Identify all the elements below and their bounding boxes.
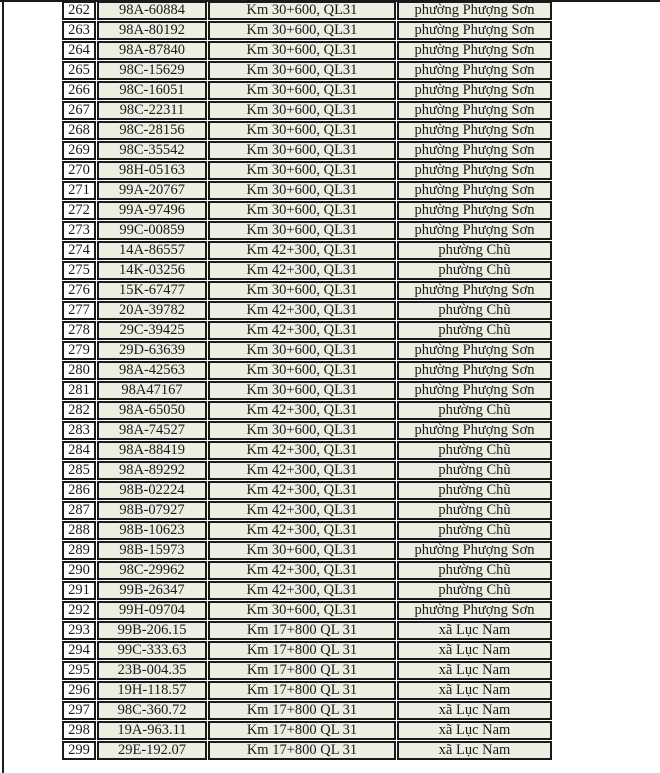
- location-cell: Km 30+600, QL31: [208, 141, 396, 160]
- ward-cell: phường Phượng Sơn: [397, 281, 552, 300]
- location-cell: Km 17+800 QL 31: [208, 721, 396, 740]
- ward-cell: phường Chũ: [397, 241, 552, 260]
- location-cell: Km 42+300, QL31: [208, 321, 396, 340]
- ward-cell: xã Lục Nam: [397, 681, 552, 700]
- table-row: [62, 621, 552, 640]
- ward-cell: phường Phượng Sơn: [397, 421, 552, 440]
- row-index-cell: 272: [62, 201, 96, 220]
- plate-number-cell: 98A-74527: [97, 421, 207, 440]
- plate-number-cell: 20A-39782: [97, 301, 207, 320]
- location-cell: Km 30+600, QL31: [208, 21, 396, 40]
- location-cell: Km 17+800 QL 31: [208, 681, 396, 700]
- row-index-cell: 282: [62, 401, 96, 420]
- ward-cell: phường Chũ: [397, 401, 552, 420]
- table-row: [62, 641, 552, 660]
- row-index-cell: 268: [62, 121, 96, 140]
- ward-cell: phường Phượng Sơn: [397, 101, 552, 120]
- plate-number-cell: 99C-333.63: [97, 641, 207, 660]
- row-index-cell: 262: [62, 1, 96, 20]
- ward-cell: phường Phượng Sơn: [397, 121, 552, 140]
- ward-cell: phường Phượng Sơn: [397, 201, 552, 220]
- plate-number-cell: 15K-67477: [97, 281, 207, 300]
- location-cell: Km 17+800 QL 31: [208, 641, 396, 660]
- row-index-cell: 288: [62, 521, 96, 540]
- location-cell: Km 17+800 QL 31: [208, 661, 396, 680]
- row-index-cell: 283: [62, 421, 96, 440]
- row-index-cell: 292: [62, 601, 96, 620]
- plate-number-cell: 14A-86557: [97, 241, 207, 260]
- row-index-cell: 290: [62, 561, 96, 580]
- location-cell: Km 42+300, QL31: [208, 581, 396, 600]
- table-row: [62, 681, 552, 700]
- table-row: [62, 321, 552, 340]
- plate-number-cell: 98C-28156: [97, 121, 207, 140]
- row-index-cell: 271: [62, 181, 96, 200]
- ward-cell: phường Phượng Sơn: [397, 181, 552, 200]
- row-index-cell: 274: [62, 241, 96, 260]
- ward-cell: phường Chũ: [397, 261, 552, 280]
- ward-cell: phường Phượng Sơn: [397, 541, 552, 560]
- location-cell: Km 42+300, QL31: [208, 441, 396, 460]
- table-row: [62, 141, 552, 160]
- plate-number-cell: 98A-89292: [97, 461, 207, 480]
- table-row: [62, 61, 552, 80]
- table-row: [62, 81, 552, 100]
- table-row: [62, 521, 552, 540]
- vehicle-plate-table: [61, 0, 553, 761]
- ward-cell: phường Phượng Sơn: [397, 341, 552, 360]
- location-cell: Km 42+300, QL31: [208, 481, 396, 500]
- table-row: [62, 501, 552, 520]
- row-index-cell: 265: [62, 61, 96, 80]
- ward-cell: xã Lục Nam: [397, 641, 552, 660]
- location-cell: Km 42+300, QL31: [208, 501, 396, 520]
- plate-number-cell: 98B-02224: [97, 481, 207, 500]
- table-row: [62, 181, 552, 200]
- location-cell: Km 30+600, QL31: [208, 601, 396, 620]
- row-index-cell: 280: [62, 361, 96, 380]
- location-cell: Km 30+600, QL31: [208, 541, 396, 560]
- row-index-cell: 275: [62, 261, 96, 280]
- row-index-cell: 270: [62, 161, 96, 180]
- location-cell: Km 30+600, QL31: [208, 101, 396, 120]
- plate-number-cell: 99A-20767: [97, 181, 207, 200]
- table-row: [62, 21, 552, 40]
- row-index-cell: 294: [62, 641, 96, 660]
- location-cell: Km 30+600, QL31: [208, 381, 396, 400]
- location-cell: Km 30+600, QL31: [208, 221, 396, 240]
- table-row: [62, 541, 552, 560]
- location-cell: Km 30+600, QL31: [208, 1, 396, 20]
- ward-cell: phường Chũ: [397, 561, 552, 580]
- table-row: [62, 721, 552, 740]
- table-row: [62, 661, 552, 680]
- ward-cell: xã Lục Nam: [397, 621, 552, 640]
- ward-cell: phường Phượng Sơn: [397, 161, 552, 180]
- ward-cell: phường Phượng Sơn: [397, 381, 552, 400]
- table-row: [62, 601, 552, 620]
- ward-cell: phường Chũ: [397, 321, 552, 340]
- table-row: [62, 381, 552, 400]
- row-index-cell: 284: [62, 441, 96, 460]
- plate-number-cell: 23B-004.35: [97, 661, 207, 680]
- table-row: [62, 1, 552, 20]
- plate-number-cell: 98C-22311: [97, 101, 207, 120]
- ward-cell: phường Phượng Sơn: [397, 21, 552, 40]
- table-row: [62, 561, 552, 580]
- location-cell: Km 42+300, QL31: [208, 461, 396, 480]
- plate-number-cell: 98C-360.72: [97, 701, 207, 720]
- row-index-cell: 277: [62, 301, 96, 320]
- row-index-cell: 285: [62, 461, 96, 480]
- plate-number-cell: 98A-87840: [97, 41, 207, 60]
- row-index-cell: 295: [62, 661, 96, 680]
- plate-number-cell: 98C-16051: [97, 81, 207, 100]
- row-index-cell: 266: [62, 81, 96, 100]
- table-row: [62, 201, 552, 220]
- plate-number-cell: 98A-60884: [97, 1, 207, 20]
- table-row: [62, 341, 552, 360]
- table-row: [62, 301, 552, 320]
- location-cell: Km 30+600, QL31: [208, 201, 396, 220]
- plate-number-cell: 98B-07927: [97, 501, 207, 520]
- row-index-cell: 278: [62, 321, 96, 340]
- plate-number-cell: 98B-15973: [97, 541, 207, 560]
- plate-number-cell: 98H-05163: [97, 161, 207, 180]
- ward-cell: phường Phượng Sơn: [397, 61, 552, 80]
- ward-cell: phường Chũ: [397, 501, 552, 520]
- ward-cell: phường Chũ: [397, 301, 552, 320]
- table-row: [62, 361, 552, 380]
- location-cell: Km 30+600, QL31: [208, 61, 396, 80]
- plate-number-cell: 99H-09704: [97, 601, 207, 620]
- row-index-cell: 267: [62, 101, 96, 120]
- row-index-cell: 281: [62, 381, 96, 400]
- ward-cell: phường Phượng Sơn: [397, 221, 552, 240]
- location-cell: Km 30+600, QL31: [208, 161, 396, 180]
- location-cell: Km 30+600, QL31: [208, 361, 396, 380]
- location-cell: Km 30+600, QL31: [208, 281, 396, 300]
- row-index-cell: 299: [62, 741, 96, 760]
- ward-cell: phường Chũ: [397, 441, 552, 460]
- plate-number-cell: 98C-15629: [97, 61, 207, 80]
- plate-number-cell: 99A-97496: [97, 201, 207, 220]
- ward-cell: phường Phượng Sơn: [397, 141, 552, 160]
- location-cell: Km 17+800 QL 31: [208, 741, 396, 760]
- table-row: [62, 41, 552, 60]
- ward-cell: xã Lục Nam: [397, 741, 552, 760]
- table-row: [62, 241, 552, 260]
- table-body: [62, 1, 552, 760]
- location-cell: Km 42+300, QL31: [208, 301, 396, 320]
- row-index-cell: 279: [62, 341, 96, 360]
- location-cell: Km 42+300, QL31: [208, 261, 396, 280]
- location-cell: Km 17+800 QL 31: [208, 621, 396, 640]
- row-index-cell: 296: [62, 681, 96, 700]
- location-cell: Km 42+300, QL31: [208, 241, 396, 260]
- location-cell: Km 30+600, QL31: [208, 421, 396, 440]
- row-index-cell: 297: [62, 701, 96, 720]
- table-row: [62, 281, 552, 300]
- plate-number-cell: 19A-963.11: [97, 721, 207, 740]
- plate-number-cell: 98A-80192: [97, 21, 207, 40]
- location-cell: Km 17+800 QL 31: [208, 701, 396, 720]
- plate-number-cell: 29D-63639: [97, 341, 207, 360]
- ward-cell: xã Lục Nam: [397, 721, 552, 740]
- location-cell: Km 42+300, QL31: [208, 401, 396, 420]
- row-index-cell: 263: [62, 21, 96, 40]
- row-index-cell: 264: [62, 41, 96, 60]
- table-row: [62, 401, 552, 420]
- page-left-edge-line: [2, 0, 4, 773]
- plate-number-cell: 99B-26347: [97, 581, 207, 600]
- ward-cell: phường Phượng Sơn: [397, 1, 552, 20]
- row-index-cell: 276: [62, 281, 96, 300]
- ward-cell: xã Lục Nam: [397, 701, 552, 720]
- location-cell: Km 30+600, QL31: [208, 341, 396, 360]
- plate-number-cell: 99B-206.15: [97, 621, 207, 640]
- row-index-cell: 273: [62, 221, 96, 240]
- plate-number-cell: 29E-192.07: [97, 741, 207, 760]
- table-row: [62, 421, 552, 440]
- table-row: [62, 161, 552, 180]
- plate-number-cell: 98A-88419: [97, 441, 207, 460]
- plate-number-cell: 98B-10623: [97, 521, 207, 540]
- ward-cell: phường Phượng Sơn: [397, 601, 552, 620]
- table-row: [62, 221, 552, 240]
- plate-number-cell: 99C-00859: [97, 221, 207, 240]
- ward-cell: xã Lục Nam: [397, 661, 552, 680]
- table-row: [62, 461, 552, 480]
- table-row: [62, 581, 552, 600]
- row-index-cell: 289: [62, 541, 96, 560]
- table-row: [62, 261, 552, 280]
- table-row: [62, 701, 552, 720]
- plate-number-cell: 98C-35542: [97, 141, 207, 160]
- location-cell: Km 42+300, QL31: [208, 561, 396, 580]
- plate-number-cell: 98C-29962: [97, 561, 207, 580]
- row-index-cell: 286: [62, 481, 96, 500]
- table-row: [62, 741, 552, 760]
- row-index-cell: 293: [62, 621, 96, 640]
- table-row: [62, 441, 552, 460]
- ward-cell: phường Phượng Sơn: [397, 41, 552, 60]
- ward-cell: phường Phượng Sơn: [397, 361, 552, 380]
- row-index-cell: 291: [62, 581, 96, 600]
- table-row: [62, 101, 552, 120]
- ward-cell: phường Chũ: [397, 481, 552, 500]
- plate-number-cell: 98A47167: [97, 381, 207, 400]
- ward-cell: phường Chũ: [397, 461, 552, 480]
- plate-number-cell: 14K-03256: [97, 261, 207, 280]
- location-cell: Km 30+600, QL31: [208, 81, 396, 100]
- location-cell: Km 30+600, QL31: [208, 41, 396, 60]
- plate-number-cell: 19H-118.57: [97, 681, 207, 700]
- plate-number-cell: 98A-65050: [97, 401, 207, 420]
- ward-cell: phường Chũ: [397, 521, 552, 540]
- plate-number-cell: 29C-39425: [97, 321, 207, 340]
- ward-cell: phường Phượng Sơn: [397, 81, 552, 100]
- location-cell: Km 42+300, QL31: [208, 521, 396, 540]
- location-cell: Km 30+600, QL31: [208, 181, 396, 200]
- table-row: [62, 481, 552, 500]
- row-index-cell: 298: [62, 721, 96, 740]
- location-cell: Km 30+600, QL31: [208, 121, 396, 140]
- ward-cell: phường Chũ: [397, 581, 552, 600]
- table-row: [62, 121, 552, 140]
- row-index-cell: 269: [62, 141, 96, 160]
- row-index-cell: 287: [62, 501, 96, 520]
- plate-number-cell: 98A-42563: [97, 361, 207, 380]
